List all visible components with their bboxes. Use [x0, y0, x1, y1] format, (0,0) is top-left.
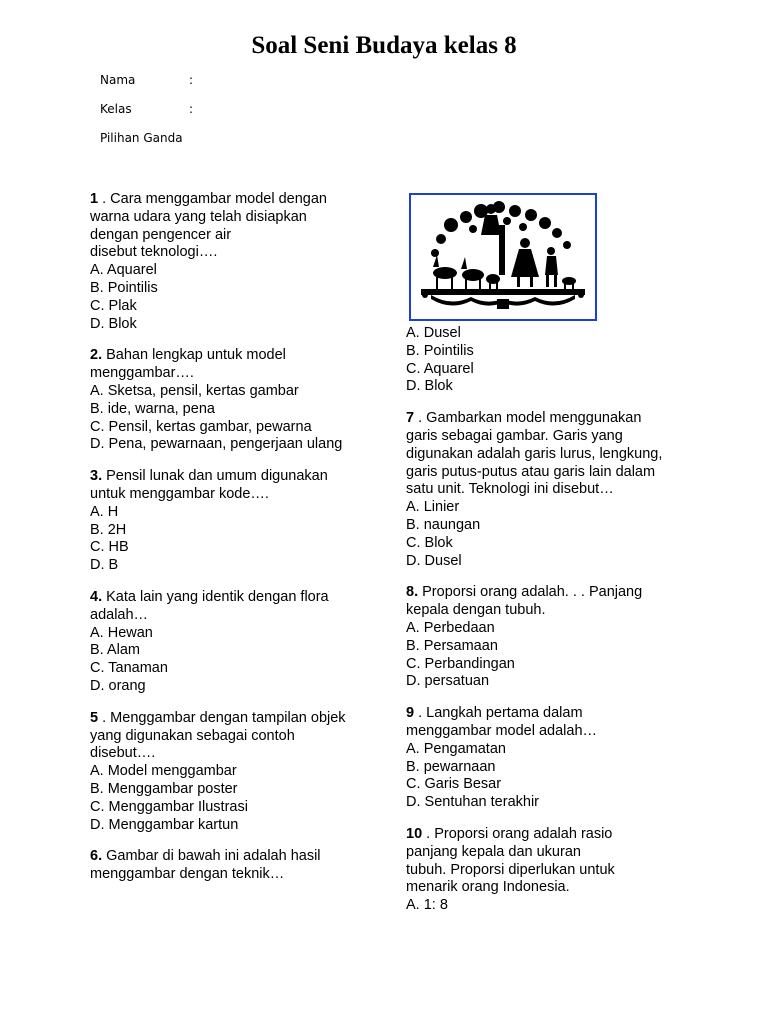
meta-colon: : — [189, 102, 194, 116]
question-text: Bahan lengkap untuk model — [106, 347, 286, 364]
question-number: 5 — [90, 709, 99, 726]
option-c: C. Perbandingan — [406, 655, 515, 672]
question-3 — [90, 468, 380, 575]
question-text: Langkah pertama dalam — [426, 705, 583, 722]
option-a: A. 1: 8 — [406, 897, 448, 914]
option-d: D. persatuan — [406, 673, 490, 690]
option-c: C. Menggambar Ilustrasi — [90, 798, 248, 815]
option-d: D. Sentuhan terakhir — [406, 794, 539, 811]
left-column — [90, 191, 380, 898]
option-d: D. Dusel — [406, 552, 462, 569]
meta-label: Nama — [100, 73, 136, 87]
question-6 — [90, 848, 380, 884]
option-b: B. Persamaan — [406, 637, 498, 654]
option-a: A. Sketsa, pensil, kertas gambar — [90, 382, 299, 399]
option-a: A. Aquarel — [90, 262, 157, 279]
question-text: Proporsi orang adalah. . . Panjang — [422, 584, 643, 601]
option-a: A. H — [90, 503, 119, 520]
option-b: B. Menggambar poster — [90, 780, 238, 797]
meta-row-nama — [100, 72, 194, 88]
question-separator: . — [414, 705, 427, 722]
question-number: 4. — [90, 588, 103, 605]
question-text: satu unit. Teknologi ini disebut… — [406, 481, 614, 498]
option-c: C. Plak — [90, 297, 137, 314]
question-8 — [406, 584, 696, 691]
question-1 — [90, 191, 380, 333]
question-text: Gambarkan model menggunakan — [426, 410, 642, 427]
question-number: 2. — [90, 347, 103, 364]
meta-row-kelas — [100, 101, 194, 117]
question-7 — [406, 410, 696, 570]
option-a: A. Hewan — [90, 624, 153, 641]
question-number: 9 — [406, 705, 415, 722]
right-column — [406, 325, 696, 929]
question-5 — [90, 710, 380, 835]
question-text: dengan pengencer air — [90, 226, 232, 243]
option-c: C. Aquarel — [406, 360, 474, 377]
option-b: B. Alam — [90, 642, 140, 659]
question-text: kepala dengan tubuh. — [406, 602, 546, 619]
option-c: C. Blok — [406, 534, 453, 551]
question-text: menarik orang Indonesia. — [406, 879, 570, 896]
question-separator: . — [422, 825, 435, 842]
question-separator: . — [414, 410, 427, 427]
question-text: garis putus-putus atau garis lain dalam — [406, 463, 656, 480]
question-separator: . — [98, 709, 111, 726]
question-6-options — [406, 325, 696, 396]
silhouette-illustration — [411, 195, 595, 319]
option-c: C. HB — [90, 539, 129, 556]
question-number: 7 — [406, 410, 415, 427]
option-b: B. 2H — [90, 521, 127, 538]
question-text: tubuh. Proporsi diperlukan untuk — [406, 861, 615, 878]
option-a: A. Perbedaan — [406, 619, 495, 636]
meta-label: Kelas — [100, 102, 132, 116]
question-text: untuk menggambar kode…. — [90, 485, 269, 502]
silhouette-image — [409, 193, 597, 321]
question-text: digunakan adalah garis lurus, lengkung, — [406, 445, 663, 462]
question-text: warna udara yang telah disiapkan — [90, 208, 307, 225]
option-c: C. Pensil, kertas gambar, pewarna — [90, 418, 312, 435]
question-number: 1 — [90, 191, 99, 207]
question-text: menggambar…. — [90, 365, 194, 382]
option-b: B. ide, warna, pena — [90, 400, 215, 417]
option-b: B. Pointilis — [90, 279, 158, 296]
question-text: yang digunakan sebagai contoh — [90, 727, 295, 744]
option-c: C. Garis Besar — [406, 776, 502, 793]
question-text: disebut teknologi…. — [90, 244, 218, 261]
option-a: A. Model menggambar — [90, 763, 237, 780]
question-text: Proporsi orang adalah rasio — [434, 825, 613, 842]
question-text: menggambar model adalah… — [406, 722, 598, 739]
option-b: B. Pointilis — [406, 342, 474, 359]
page-title: Soal Seni Budaya kelas 8 — [251, 32, 517, 59]
question-number: 8. — [406, 584, 419, 601]
question-number: 6. — [90, 848, 103, 865]
question-text: menggambar dengan teknik… — [90, 866, 285, 883]
question-9 — [406, 705, 696, 812]
option-a: A. Linier — [406, 499, 460, 516]
meta-colon: : — [189, 73, 194, 87]
option-a: A. Pengamatan — [406, 740, 506, 757]
question-text: garis sebagai gambar. Garis yang — [406, 427, 623, 444]
option-a: A. Dusel — [406, 325, 461, 341]
option-d: D. B — [90, 557, 119, 574]
option-d: D. Blok — [90, 315, 137, 332]
option-d: D. Menggambar kartun — [90, 816, 239, 833]
question-text: Kata lain yang identik dengan flora — [106, 588, 329, 605]
option-d: D. Pena, pewarnaan, pengerjaan ulang — [90, 436, 343, 453]
question-text: Gambar di bawah ini adalah hasil — [106, 848, 321, 865]
question-text: panjang kepala dan ukuran — [406, 843, 581, 860]
question-number: 10 — [406, 825, 423, 842]
question-text: Cara menggambar model dengan — [110, 191, 327, 207]
question-text: Pensil lunak dan umum digunakan — [106, 468, 328, 485]
question-10 — [406, 826, 696, 915]
question-4 — [90, 589, 380, 696]
question-separator: . — [98, 191, 111, 207]
option-b: B. naungan — [406, 516, 481, 533]
question-text: Menggambar dengan tampilan objek — [110, 709, 346, 726]
option-b: B. pewarnaan — [406, 758, 496, 775]
question-2 — [90, 347, 380, 454]
meta-row-pilihan-ganda — [100, 130, 183, 146]
question-text: disebut…. — [90, 745, 156, 762]
option-d: D. Blok — [406, 378, 453, 395]
option-c: C. Tanaman — [90, 660, 168, 677]
meta-label: Pilihan Ganda — [100, 131, 183, 145]
question-text: adalah… — [90, 606, 149, 623]
question-number: 3. — [90, 468, 103, 485]
option-d: D. orang — [90, 677, 146, 694]
